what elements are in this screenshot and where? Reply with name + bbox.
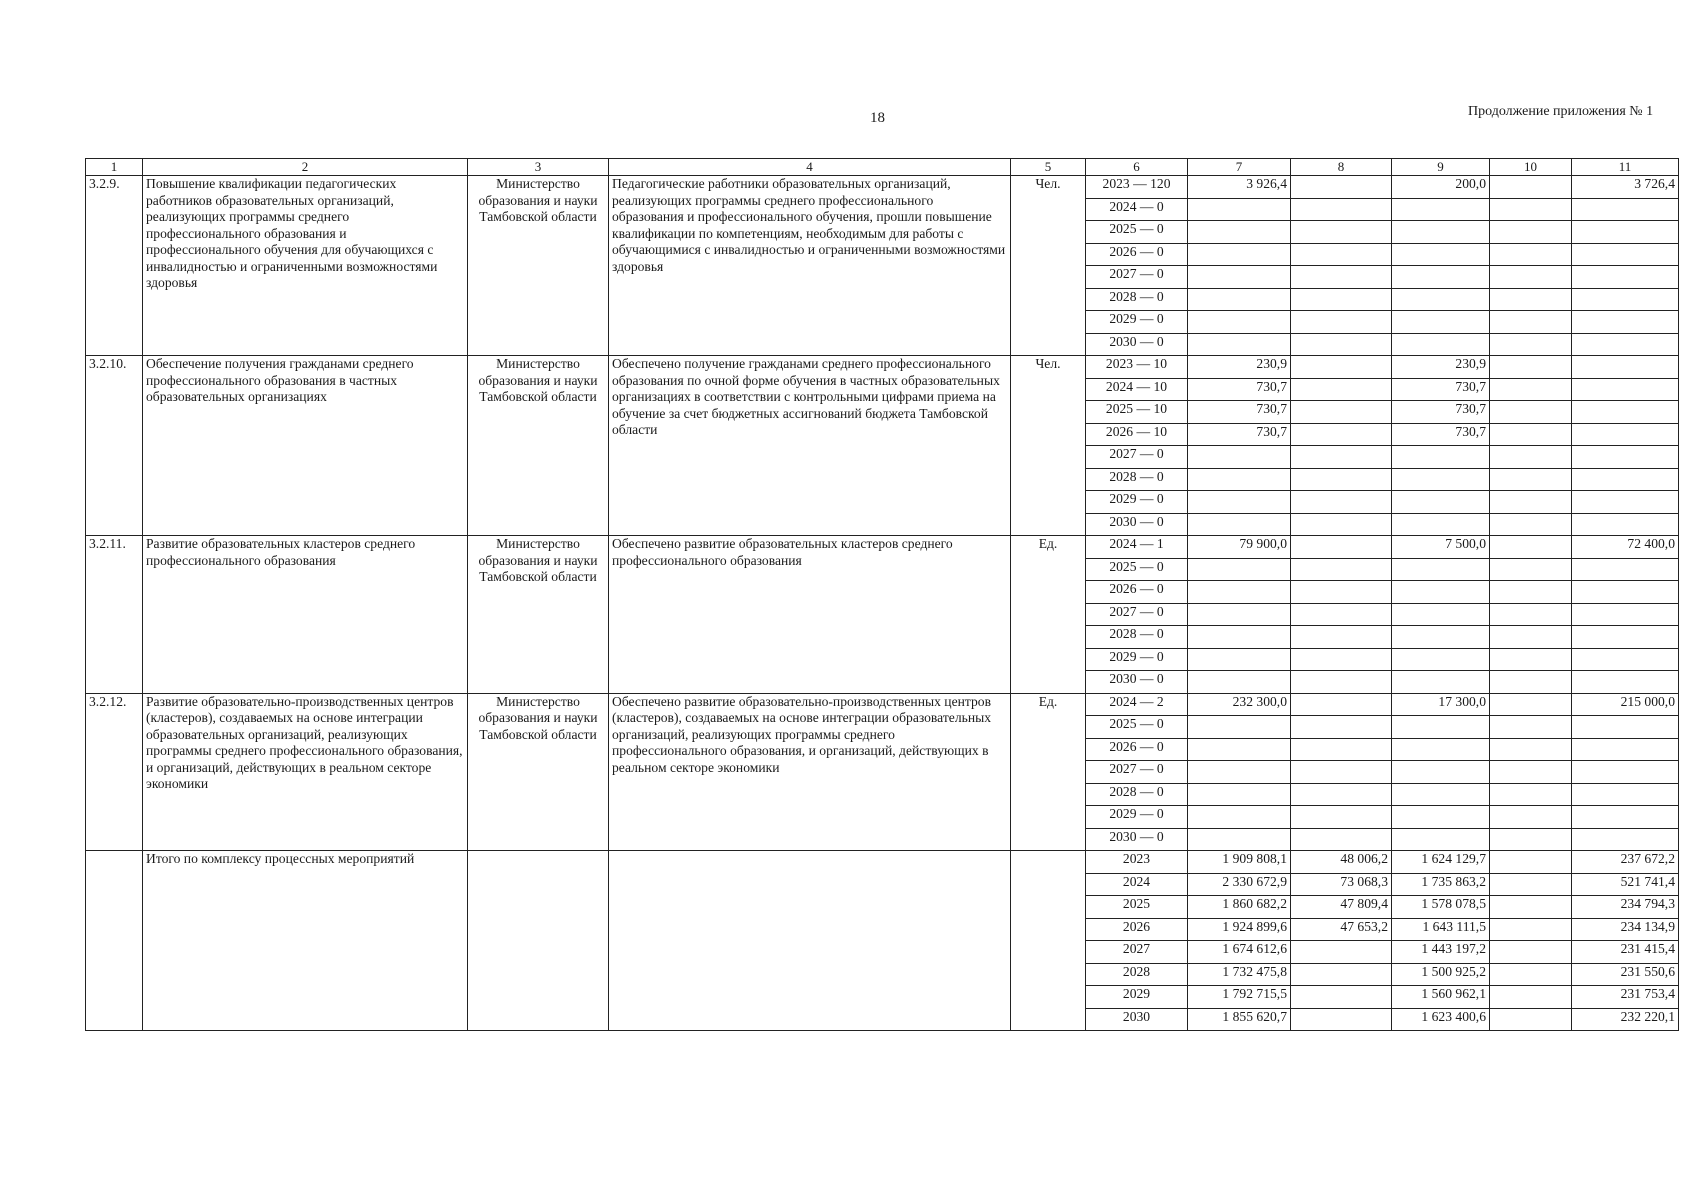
- funding-c9-cell: [1392, 738, 1490, 761]
- funding-c10-cell: [1490, 468, 1572, 491]
- funding-c8-cell: [1291, 446, 1392, 469]
- funding-c11-cell: 231 753,4: [1572, 986, 1679, 1009]
- funding-c9-cell: [1392, 761, 1490, 784]
- funding-c10-cell: [1490, 738, 1572, 761]
- year-value-cell: 2027: [1086, 941, 1188, 964]
- funding-c7-cell: 79 900,0: [1188, 536, 1291, 559]
- funding-c10-cell: [1490, 828, 1572, 851]
- funding-c7-cell: [1188, 626, 1291, 649]
- year-value-cell: 2028: [1086, 963, 1188, 986]
- funding-c9-cell: [1392, 513, 1490, 536]
- funding-c10-cell: [1490, 221, 1572, 244]
- funding-c11-cell: [1572, 491, 1679, 514]
- unit-cell: Ед.: [1011, 536, 1086, 694]
- year-value-cell: 2030 — 0: [1086, 828, 1188, 851]
- funding-c8-cell: [1291, 243, 1392, 266]
- funding-c11-cell: 231 550,6: [1572, 963, 1679, 986]
- funding-c9-cell: 730,7: [1392, 378, 1490, 401]
- funding-c11-cell: [1572, 266, 1679, 289]
- funding-c11-cell: [1572, 513, 1679, 536]
- funding-c11-cell: 521 741,4: [1572, 873, 1679, 896]
- funding-c7-cell: [1188, 603, 1291, 626]
- column-number-header-row: [86, 159, 1679, 176]
- funding-c9-cell: 730,7: [1392, 401, 1490, 424]
- funding-c11-cell: [1572, 783, 1679, 806]
- funding-c11-cell: [1572, 761, 1679, 784]
- funding-c10-cell: [1490, 603, 1572, 626]
- funding-c9-cell: [1392, 828, 1490, 851]
- funding-c7-cell: 1 674 612,6: [1188, 941, 1291, 964]
- funding-c8-cell: 73 068,3: [1291, 873, 1392, 896]
- funding-c7-cell: [1188, 806, 1291, 829]
- expected-result-cell: Обеспечено получение гражданами среднего профессионального образования по очной форме обучения в частных образовательных организациях в соответствии с контрольными цифрами приема на обучение за счет бюджетных ассигнований бюджета Тамбовской области: [609, 356, 1011, 536]
- funding-c10-cell: [1490, 176, 1572, 199]
- funding-c8-cell: [1291, 468, 1392, 491]
- funding-c8-cell: [1291, 603, 1392, 626]
- funding-c11-cell: [1572, 626, 1679, 649]
- funding-c11-cell: [1572, 716, 1679, 739]
- year-value-cell: 2029 — 0: [1086, 311, 1188, 334]
- funding-c8-cell: [1291, 671, 1392, 694]
- funding-c11-cell: 72 400,0: [1572, 536, 1679, 559]
- header-cell: 6: [1086, 159, 1188, 176]
- year-value-cell: 2024 — 2: [1086, 693, 1188, 716]
- responsible-executor-cell: [468, 851, 609, 1031]
- year-value-cell: 2029 — 0: [1086, 806, 1188, 829]
- funding-c8-cell: [1291, 401, 1392, 424]
- funding-c11-cell: 237 672,2: [1572, 851, 1679, 874]
- funding-c8-cell: 47 653,2: [1291, 918, 1392, 941]
- table-row: [86, 851, 1679, 874]
- header-cell: 8: [1291, 159, 1392, 176]
- funding-c7-cell: [1188, 446, 1291, 469]
- header-cell: 2: [143, 159, 468, 176]
- funding-c11-cell: [1572, 446, 1679, 469]
- year-value-cell: 2024: [1086, 873, 1188, 896]
- funding-c8-cell: 48 006,2: [1291, 851, 1392, 874]
- measure-number-cell: [86, 851, 143, 1031]
- year-value-cell: 2028 — 0: [1086, 626, 1188, 649]
- funding-c7-cell: 1 855 620,7: [1188, 1008, 1291, 1031]
- responsible-executor-cell: Министерство образования и науки Тамбовской области: [468, 536, 609, 694]
- funding-c10-cell: [1490, 761, 1572, 784]
- funding-c10-cell: [1490, 243, 1572, 266]
- funding-c10-cell: [1490, 671, 1572, 694]
- measure-number-cell: 3.2.11.: [86, 536, 143, 694]
- funding-c11-cell: [1572, 828, 1679, 851]
- funding-c9-cell: [1392, 266, 1490, 289]
- expected-result-cell: Педагогические работники образовательных организаций, реализующих программы среднего профессионального образования и профессионального обучения, прошли повышение квалификации по компетенциям, необходимым для работы с обучающимися с инвалидностью и ограниченными возможностями здоровья: [609, 176, 1011, 356]
- funding-c8-cell: [1291, 986, 1392, 1009]
- funding-c10-cell: [1490, 806, 1572, 829]
- funding-c8-cell: [1291, 311, 1392, 334]
- year-value-cell: 2024 — 1: [1086, 536, 1188, 559]
- funding-c9-cell: 200,0: [1392, 176, 1490, 199]
- funding-c10-cell: [1490, 581, 1572, 604]
- funding-c8-cell: [1291, 693, 1392, 716]
- responsible-executor-cell: Министерство образования и науки Тамбовской области: [468, 356, 609, 536]
- funding-c11-cell: [1572, 221, 1679, 244]
- funding-c8-cell: [1291, 626, 1392, 649]
- funding-c11-cell: [1572, 333, 1679, 356]
- unit-cell: Чел.: [1011, 176, 1086, 356]
- funding-c8-cell: [1291, 513, 1392, 536]
- funding-c9-cell: 1 578 078,5: [1392, 896, 1490, 919]
- table-row: [86, 356, 1679, 379]
- funding-c9-cell: 1 623 400,6: [1392, 1008, 1490, 1031]
- funding-c10-cell: [1490, 333, 1572, 356]
- funding-c9-cell: [1392, 648, 1490, 671]
- funding-c7-cell: [1188, 311, 1291, 334]
- funding-c9-cell: [1392, 333, 1490, 356]
- year-value-cell: 2023: [1086, 851, 1188, 874]
- funding-c10-cell: [1490, 986, 1572, 1009]
- funding-c11-cell: [1572, 558, 1679, 581]
- funding-c11-cell: [1572, 648, 1679, 671]
- funding-c10-cell: [1490, 198, 1572, 221]
- header-cell: 3: [468, 159, 609, 176]
- funding-c11-cell: [1572, 378, 1679, 401]
- year-value-cell: 2026 — 0: [1086, 243, 1188, 266]
- funding-c10-cell: [1490, 491, 1572, 514]
- funding-c10-cell: [1490, 716, 1572, 739]
- header-cell: 7: [1188, 159, 1291, 176]
- year-value-cell: 2025 — 0: [1086, 716, 1188, 739]
- funding-c11-cell: [1572, 738, 1679, 761]
- funding-c9-cell: [1392, 603, 1490, 626]
- funding-c10-cell: [1490, 311, 1572, 334]
- funding-c8-cell: [1291, 738, 1392, 761]
- funding-c9-cell: [1392, 288, 1490, 311]
- unit-cell: Чел.: [1011, 356, 1086, 536]
- funding-c11-cell: 231 415,4: [1572, 941, 1679, 964]
- expected-result-cell: Обеспечено развитие образовательных кластеров среднего профессионального образования: [609, 536, 1011, 694]
- year-value-cell: 2025 — 0: [1086, 221, 1188, 244]
- funding-c7-cell: [1188, 783, 1291, 806]
- funding-c9-cell: 230,9: [1392, 356, 1490, 379]
- funding-c7-cell: [1188, 671, 1291, 694]
- funding-c9-cell: [1392, 468, 1490, 491]
- funding-c7-cell: 3 926,4: [1188, 176, 1291, 199]
- header-cell: 10: [1490, 159, 1572, 176]
- funding-c7-cell: 2 330 672,9: [1188, 873, 1291, 896]
- funding-c7-cell: [1188, 513, 1291, 536]
- funding-c8-cell: [1291, 1008, 1392, 1031]
- funding-c10-cell: [1490, 873, 1572, 896]
- funding-c7-cell: 730,7: [1188, 378, 1291, 401]
- funding-c11-cell: [1572, 198, 1679, 221]
- year-value-cell: 2029: [1086, 986, 1188, 1009]
- funding-c9-cell: 7 500,0: [1392, 536, 1490, 559]
- funding-c7-cell: 730,7: [1188, 423, 1291, 446]
- funding-c7-cell: [1188, 288, 1291, 311]
- funding-c8-cell: [1291, 941, 1392, 964]
- funding-c8-cell: [1291, 963, 1392, 986]
- year-value-cell: 2029 — 0: [1086, 648, 1188, 671]
- measure-number-cell: 3.2.12.: [86, 693, 143, 851]
- funding-c11-cell: [1572, 311, 1679, 334]
- funding-c8-cell: [1291, 176, 1392, 199]
- funding-c11-cell: [1572, 288, 1679, 311]
- funding-c10-cell: [1490, 783, 1572, 806]
- year-value-cell: 2026 — 0: [1086, 581, 1188, 604]
- funding-c10-cell: [1490, 378, 1572, 401]
- funding-c7-cell: [1188, 558, 1291, 581]
- funding-c10-cell: [1490, 851, 1572, 874]
- funding-c7-cell: 1 924 899,6: [1188, 918, 1291, 941]
- funding-c11-cell: [1572, 468, 1679, 491]
- year-value-cell: 2028 — 0: [1086, 783, 1188, 806]
- funding-c9-cell: [1392, 581, 1490, 604]
- funding-c11-cell: [1572, 356, 1679, 379]
- year-value-cell: 2029 — 0: [1086, 491, 1188, 514]
- measure-number-cell: 3.2.9.: [86, 176, 143, 356]
- funding-c8-cell: [1291, 491, 1392, 514]
- year-value-cell: 2027 — 0: [1086, 266, 1188, 289]
- measures-table: [85, 158, 1679, 1031]
- expected-result-cell: [609, 851, 1011, 1031]
- funding-c10-cell: [1490, 401, 1572, 424]
- funding-c8-cell: 47 809,4: [1291, 896, 1392, 919]
- funding-c8-cell: [1291, 333, 1392, 356]
- funding-c10-cell: [1490, 648, 1572, 671]
- funding-c11-cell: [1572, 806, 1679, 829]
- funding-c10-cell: [1490, 918, 1572, 941]
- year-value-cell: 2027 — 0: [1086, 761, 1188, 784]
- funding-c9-cell: [1392, 311, 1490, 334]
- funding-c7-cell: 232 300,0: [1188, 693, 1291, 716]
- year-value-cell: 2024 — 0: [1086, 198, 1188, 221]
- funding-c11-cell: [1572, 581, 1679, 604]
- funding-c7-cell: [1188, 221, 1291, 244]
- funding-c11-cell: [1572, 401, 1679, 424]
- funding-c9-cell: [1392, 558, 1490, 581]
- year-value-cell: 2028 — 0: [1086, 468, 1188, 491]
- header-cell: 11: [1572, 159, 1679, 176]
- header-cell: 5: [1011, 159, 1086, 176]
- funding-c10-cell: [1490, 513, 1572, 536]
- funding-c11-cell: 234 134,9: [1572, 918, 1679, 941]
- responsible-executor-cell: Министерство образования и науки Тамбовской области: [468, 693, 609, 851]
- page-number: 18: [870, 110, 885, 126]
- year-value-cell: 2026 — 10: [1086, 423, 1188, 446]
- funding-c10-cell: [1490, 558, 1572, 581]
- funding-c9-cell: [1392, 491, 1490, 514]
- header-cell: 9: [1392, 159, 1490, 176]
- funding-c10-cell: [1490, 1008, 1572, 1031]
- funding-c9-cell: 1 735 863,2: [1392, 873, 1490, 896]
- funding-c11-cell: 234 794,3: [1572, 896, 1679, 919]
- measure-name-cell: Итого по комплексу процессных мероприятий: [143, 851, 468, 1031]
- appendix-continuation-note: Продолжение приложения № 1: [1468, 104, 1654, 119]
- funding-c10-cell: [1490, 941, 1572, 964]
- funding-c7-cell: 1 860 682,2: [1188, 896, 1291, 919]
- funding-c8-cell: [1291, 221, 1392, 244]
- funding-c9-cell: [1392, 221, 1490, 244]
- funding-c8-cell: [1291, 378, 1392, 401]
- funding-c8-cell: [1291, 423, 1392, 446]
- funding-c7-cell: 1 792 715,5: [1188, 986, 1291, 1009]
- funding-c7-cell: [1188, 738, 1291, 761]
- year-value-cell: 2027 — 0: [1086, 446, 1188, 469]
- funding-c7-cell: [1188, 648, 1291, 671]
- funding-c10-cell: [1490, 626, 1572, 649]
- funding-c11-cell: 3 726,4: [1572, 176, 1679, 199]
- funding-c7-cell: [1188, 468, 1291, 491]
- year-value-cell: 2030: [1086, 1008, 1188, 1031]
- year-value-cell: 2030 — 0: [1086, 513, 1188, 536]
- funding-c8-cell: [1291, 581, 1392, 604]
- funding-c9-cell: [1392, 806, 1490, 829]
- year-value-cell: 2024 — 10: [1086, 378, 1188, 401]
- funding-c9-cell: 1 643 111,5: [1392, 918, 1490, 941]
- table-row: [86, 693, 1679, 716]
- funding-c11-cell: [1572, 671, 1679, 694]
- funding-c8-cell: [1291, 558, 1392, 581]
- funding-c8-cell: [1291, 648, 1392, 671]
- funding-c7-cell: 230,9: [1188, 356, 1291, 379]
- funding-c8-cell: [1291, 806, 1392, 829]
- measure-name-cell: Развитие образовательных кластеров среднего профессионального образования: [143, 536, 468, 694]
- funding-c11-cell: [1572, 243, 1679, 266]
- funding-c9-cell: [1392, 671, 1490, 694]
- funding-c10-cell: [1490, 963, 1572, 986]
- funding-c10-cell: [1490, 536, 1572, 559]
- funding-c9-cell: 730,7: [1392, 423, 1490, 446]
- responsible-executor-cell: Министерство образования и науки Тамбовской области: [468, 176, 609, 356]
- funding-c7-cell: [1188, 266, 1291, 289]
- measure-name-cell: Обеспечение получения гражданами среднего профессионального образования в частных образовательных организациях: [143, 356, 468, 536]
- funding-c8-cell: [1291, 356, 1392, 379]
- funding-c7-cell: [1188, 761, 1291, 784]
- table-row: [86, 536, 1679, 559]
- measure-name-cell: Повышение квалификации педагогических работников образовательных организаций, реализующих программы среднего профессионального образования и профессионального обучения для обучающихся с инвалидностью и ограниченными возможностями здоровья: [143, 176, 468, 356]
- funding-c9-cell: [1392, 446, 1490, 469]
- funding-c10-cell: [1490, 356, 1572, 379]
- funding-c10-cell: [1490, 288, 1572, 311]
- year-value-cell: 2030 — 0: [1086, 333, 1188, 356]
- funding-c10-cell: [1490, 446, 1572, 469]
- funding-c7-cell: 730,7: [1188, 401, 1291, 424]
- funding-c8-cell: [1291, 716, 1392, 739]
- funding-c11-cell: 232 220,1: [1572, 1008, 1679, 1031]
- funding-c9-cell: [1392, 783, 1490, 806]
- funding-c7-cell: 1 909 808,1: [1188, 851, 1291, 874]
- expected-result-cell: Обеспечено развитие образовательно-производственных центров (кластеров), создаваемых на основе интеграции образовательных организаций, реализующих программы среднего профессионального образования, и организаций, действующих в реальном секторе экономики: [609, 693, 1011, 851]
- funding-c9-cell: 1 624 129,7: [1392, 851, 1490, 874]
- funding-c9-cell: [1392, 198, 1490, 221]
- unit-cell: [1011, 851, 1086, 1031]
- funding-c9-cell: [1392, 716, 1490, 739]
- funding-c9-cell: [1392, 626, 1490, 649]
- funding-c10-cell: [1490, 896, 1572, 919]
- funding-c8-cell: [1291, 783, 1392, 806]
- funding-c11-cell: [1572, 423, 1679, 446]
- funding-c8-cell: [1291, 288, 1392, 311]
- funding-c10-cell: [1490, 693, 1572, 716]
- header-cell: 1: [86, 159, 143, 176]
- year-value-cell: 2026 — 0: [1086, 738, 1188, 761]
- funding-c8-cell: [1291, 266, 1392, 289]
- funding-c10-cell: [1490, 423, 1572, 446]
- funding-c7-cell: [1188, 243, 1291, 266]
- funding-c9-cell: 1 560 962,1: [1392, 986, 1490, 1009]
- measure-number-cell: 3.2.10.: [86, 356, 143, 536]
- funding-c7-cell: [1188, 716, 1291, 739]
- funding-c7-cell: [1188, 581, 1291, 604]
- header-cell: 4: [609, 159, 1011, 176]
- year-value-cell: 2025 — 10: [1086, 401, 1188, 424]
- measure-name-cell: Развитие образовательно-производственных центров (кластеров), создаваемых на основе интеграции образовательных организаций, реализующих программы среднего профессионального образования, и организаций, действующих в реальном секторе экономики: [143, 693, 468, 851]
- funding-c11-cell: 215 000,0: [1572, 693, 1679, 716]
- funding-c11-cell: [1572, 603, 1679, 626]
- unit-cell: Ед.: [1011, 693, 1086, 851]
- funding-c7-cell: [1188, 333, 1291, 356]
- year-value-cell: 2023 — 120: [1086, 176, 1188, 199]
- funding-c10-cell: [1490, 266, 1572, 289]
- funding-c8-cell: [1291, 536, 1392, 559]
- funding-c7-cell: [1188, 198, 1291, 221]
- funding-c8-cell: [1291, 761, 1392, 784]
- funding-c7-cell: 1 732 475,8: [1188, 963, 1291, 986]
- funding-c8-cell: [1291, 198, 1392, 221]
- year-value-cell: 2025 — 0: [1086, 558, 1188, 581]
- funding-c8-cell: [1291, 828, 1392, 851]
- funding-c9-cell: 1 500 925,2: [1392, 963, 1490, 986]
- funding-c9-cell: 17 300,0: [1392, 693, 1490, 716]
- funding-c9-cell: 1 443 197,2: [1392, 941, 1490, 964]
- funding-c9-cell: [1392, 243, 1490, 266]
- funding-c7-cell: [1188, 491, 1291, 514]
- year-value-cell: 2023 — 10: [1086, 356, 1188, 379]
- year-value-cell: 2030 — 0: [1086, 671, 1188, 694]
- year-value-cell: 2025: [1086, 896, 1188, 919]
- funding-c7-cell: [1188, 828, 1291, 851]
- year-value-cell: 2026: [1086, 918, 1188, 941]
- year-value-cell: 2028 — 0: [1086, 288, 1188, 311]
- year-value-cell: 2027 — 0: [1086, 603, 1188, 626]
- table-row: [86, 176, 1679, 199]
